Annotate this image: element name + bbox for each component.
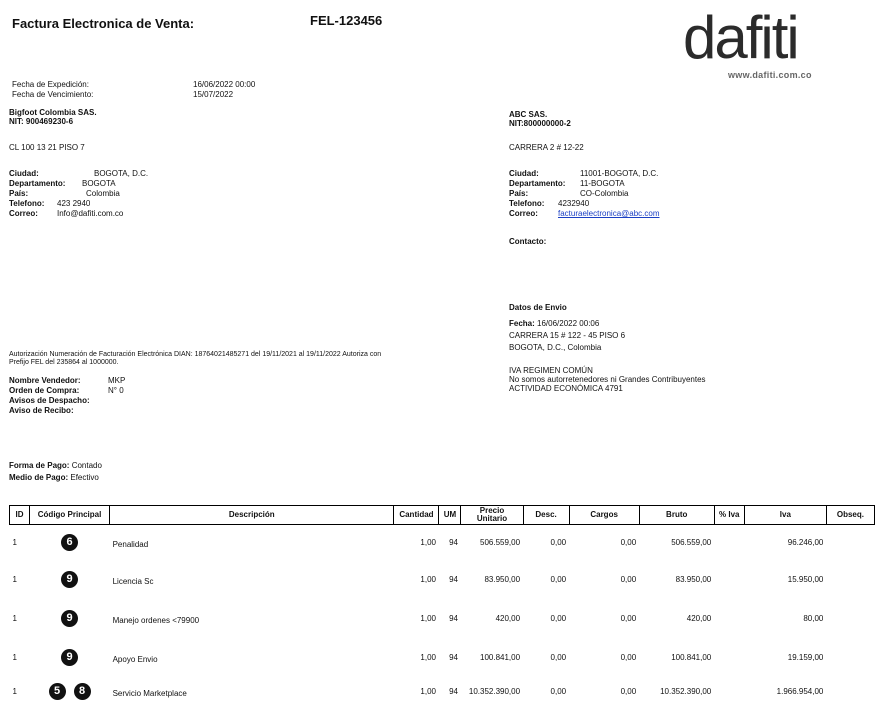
shipping-line2: BOGOTA, D.C., Colombia: [509, 343, 602, 352]
cell-descuento: 0,00: [550, 613, 567, 623]
seller-ciudad-label: Ciudad:: [9, 169, 39, 178]
seller-name: Bigfoot Colombia SAS.: [9, 108, 97, 117]
payment-form: [9, 461, 102, 471]
purchase-order-label: Orden de Compra:: [9, 386, 80, 395]
cell-iva: 15.950,00: [787, 575, 824, 584]
column-header: Precio Unitario: [461, 506, 523, 525]
seller-correo: Info@dafiti.com.co: [57, 209, 124, 218]
code-badge: 8: [74, 683, 91, 700]
cell-code: [30, 561, 110, 599]
cell-descuento: 0,00: [550, 575, 567, 584]
cell-cantidad: 1,00: [420, 652, 436, 662]
cell-empty: [714, 561, 744, 599]
payment-form-value: Contado: [71, 461, 102, 470]
dafiti-logo: dafiti: [683, 4, 798, 71]
code-badge: 9: [61, 571, 78, 588]
cell-desc: Apoyo Envio: [112, 654, 158, 664]
cell-desc: Servicio Marketplace: [112, 689, 187, 698]
due-date-value: 15/07/2022: [193, 90, 234, 99]
code-badge: 6: [61, 534, 78, 551]
buyer-pais-label: País:: [509, 189, 529, 198]
buyer-ciudad-label: Ciudad:: [509, 169, 539, 178]
buyer-address: CARRERA 2 # 12-22: [509, 143, 584, 152]
cell-um: 94: [449, 575, 458, 584]
seller-tel-label: Telefono:: [9, 199, 45, 208]
cell-precio: 100.841,00: [480, 652, 521, 662]
cell-bruto: 420,00: [686, 613, 712, 623]
cell-id: 1: [12, 613, 17, 623]
buyer-correo-label: Correo:: [509, 209, 538, 218]
seller-depto: BOGOTA: [82, 179, 116, 188]
cell-code: [30, 638, 110, 677]
cell-empty: [714, 638, 744, 677]
payment-method-value: Efectivo: [70, 473, 99, 482]
tax-line2: No somos autorretenedores ni Grandes Contribuyentes: [509, 375, 706, 384]
shipping-title: Datos de Envio: [509, 303, 567, 312]
cell-code: [30, 677, 110, 707]
table-row: [10, 525, 875, 561]
cell-code: [30, 525, 110, 561]
code-badge: 9: [61, 649, 78, 666]
vendor-label: Nombre Vendedor:: [9, 376, 81, 385]
table-row: [10, 677, 875, 707]
cell-descuento: 0,00: [550, 652, 567, 662]
buyer-pais: CO-Colombia: [580, 189, 629, 198]
cell-iva: 1.966.954,00: [776, 687, 824, 696]
cell-cargos: 0,00: [620, 687, 637, 696]
seller-nit: NIT: 900469230-6: [9, 117, 74, 126]
cell-iva: 19.159,00: [787, 652, 824, 662]
cell-precio: 506.559,00: [480, 538, 521, 548]
cell-cantidad: 1,00: [420, 613, 436, 623]
buyer-email-link[interactable]: facturaelectronica@abc.com: [558, 209, 660, 218]
cell-cantidad: 1,00: [420, 575, 436, 584]
column-header: Descripción: [110, 506, 394, 525]
cell-id: 1: [12, 538, 17, 548]
seller-pais: Colombia: [86, 189, 120, 198]
column-header: Iva: [744, 506, 826, 525]
tax-line1: IVA REGIMEN COMÚN: [509, 366, 593, 375]
seller-correo-label: Correo:: [9, 209, 38, 218]
cell-cantidad: 1,00: [420, 687, 436, 696]
cell-bruto: 100.841,00: [671, 652, 712, 662]
cell-id: 1: [12, 687, 17, 696]
invoice-title: Factura Electronica de Venta:: [12, 16, 195, 31]
cell-empty: [714, 599, 744, 638]
cell-id: 1: [12, 575, 17, 584]
shipping-date-value: 16/06/2022 00:06: [537, 319, 600, 328]
column-header: Cargos: [569, 506, 639, 525]
purchase-order-value: N° 0: [108, 386, 124, 395]
payment-form-label: Forma de Pago:: [9, 461, 70, 470]
table-row: [10, 599, 875, 638]
cell-um: 94: [449, 652, 458, 662]
cell-empty: [714, 677, 744, 707]
buyer-depto-label: Departamento:: [509, 179, 566, 188]
cell-um: 94: [449, 687, 458, 696]
cell-iva: 80,00: [803, 613, 824, 623]
table-header-row: [10, 506, 875, 525]
seller-depto-label: Departamento:: [9, 179, 66, 188]
cell-empty: [826, 525, 874, 561]
due-date-label: Fecha de Vencimiento:: [12, 90, 94, 99]
issue-date-value: 16/06/2022 00:00: [193, 80, 256, 89]
authorization-line2: Prefijo FEL del 235864 al 1000000.: [9, 359, 119, 366]
cell-precio: 420,00: [495, 613, 521, 623]
items-table: [9, 505, 875, 707]
cell-cantidad: 1,00: [420, 538, 436, 548]
cell-desc: Manejo ordenes <79900: [112, 615, 200, 625]
cell-cargos: 0,00: [620, 538, 637, 548]
payment-method-label: Medio de Pago:: [9, 473, 69, 482]
buyer-contacto-label: Contacto:: [509, 237, 547, 246]
cell-desc: Penalidad: [112, 540, 149, 550]
seller-tel: 423 2940: [57, 199, 91, 208]
column-header: UM: [439, 506, 461, 525]
invoice-number: FEL-123456: [310, 13, 383, 28]
code-badge: 9: [61, 610, 78, 627]
shipping-line1: CARRERA 15 # 122 - 45 PISO 6: [509, 331, 626, 340]
cell-code: [30, 599, 110, 638]
column-header: Código Principal: [30, 506, 110, 525]
cell-bruto: 10.352.390,00: [660, 687, 712, 696]
payment-method: [9, 473, 99, 483]
cell-empty: [826, 638, 874, 677]
cell-empty: [826, 599, 874, 638]
issue-date-label: Fecha de Expedición:: [12, 80, 89, 89]
seller-address: CL 100 13 21 PISO 7: [9, 143, 85, 152]
dispatch-label: Avisos de Despacho:: [9, 396, 90, 405]
cell-cargos: 0,00: [620, 575, 637, 584]
cell-cargos: 0,00: [620, 613, 637, 623]
cell-precio: 10.352.390,00: [468, 687, 521, 696]
seller-ciudad: BOGOTA, D.C.: [94, 169, 149, 178]
buyer-tel-label: Telefono:: [509, 199, 545, 208]
column-header: Cantidad: [394, 506, 439, 525]
code-badge: 5: [49, 683, 66, 700]
buyer-ciudad: 11001-BOGOTA, D.C.: [580, 169, 659, 178]
column-header: % Iva: [714, 506, 744, 525]
logo-url: www.dafiti.com.co: [728, 70, 812, 80]
authorization-line1: Autorización Numeración de Facturación Electrónica DIAN: 18764021485271 del 19/11/2021 al 19/11/2022 Autoriza con: [9, 351, 382, 358]
shipping-date: [509, 319, 599, 329]
cell-descuento: 0,00: [550, 687, 567, 696]
buyer-name: ABC SAS.: [509, 110, 548, 119]
buyer-depto: 11-BOGOTA: [580, 179, 625, 188]
receipt-label: Aviso de Recibo:: [9, 406, 74, 415]
cell-um: 94: [449, 613, 458, 623]
table-row: [10, 561, 875, 599]
cell-desc: Licencia Sc: [112, 577, 154, 586]
cell-id: 1: [12, 652, 17, 662]
shipping-date-label: Fecha:: [509, 319, 535, 328]
cell-precio: 83.950,00: [484, 575, 521, 584]
cell-bruto: 83.950,00: [675, 575, 712, 584]
cell-iva: 96.246,00: [787, 538, 824, 548]
column-header: Obseq.: [826, 506, 874, 525]
seller-pais-label: País:: [9, 189, 29, 198]
column-header: ID: [10, 506, 30, 525]
table-row: [10, 638, 875, 677]
cell-empty: [826, 561, 874, 599]
cell-empty: [826, 677, 874, 707]
cell-empty: [714, 525, 744, 561]
buyer-tel: 4232940: [558, 199, 590, 208]
tax-line3: ACTIVIDAD ECONÓMICA 4791: [509, 384, 623, 393]
column-header: Desc.: [523, 506, 569, 525]
cell-cargos: 0,00: [620, 652, 637, 662]
cell-um: 94: [449, 538, 458, 548]
cell-descuento: 0,00: [550, 538, 567, 548]
vendor-value: MKP: [108, 376, 126, 385]
cell-bruto: 506.559,00: [671, 538, 712, 548]
buyer-nit: NIT:800000000-2: [509, 119, 571, 128]
column-header: Bruto: [639, 506, 714, 525]
